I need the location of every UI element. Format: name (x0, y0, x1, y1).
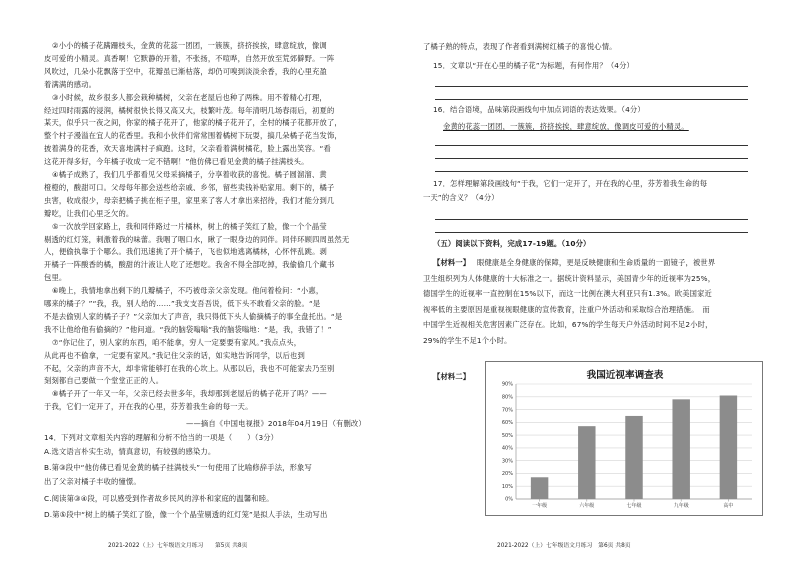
left-page-footer: 2021-2022（上）七年级语文月练习 第5页 共8页 (108, 543, 248, 549)
article-line: ⑦“你记住了，别人家的东西，咱不能拿，穷人一定要要有家风。”我点点头， (52, 337, 302, 347)
bar-2 (578, 426, 595, 499)
chart-title: 我国近视率调查表 (586, 370, 664, 381)
right-page-footer: 2021-2022（上）七年级语文月练习 第6页 共8页 (497, 543, 631, 549)
material-one-line: 眼健康是全身健康的保障，更是反映健康和生命质量的一面镜子，被世界 (477, 258, 716, 267)
article-line: ②小小的橘子花蹒跚枝头，金黄的花蕊一团团，一簇簇，挤挤挨挨，肆意绽放，像调 (52, 41, 327, 50)
chart-plot (486, 362, 764, 517)
article-line: 不起，父亲的声音不大，却非常能够打在我的心坎上。从那以后，我也不可能家去乃至别 (44, 363, 335, 373)
article-line: 哪来的橘子？”“我，我，别人给的……”我支支吾吾说，低下头不敢看父亲的脸。“是 (44, 299, 321, 308)
material-one-line: 视率低的主要原因是重视视眼健康的宣传教育，注重户外活动和采取综合治理措施。 而 (423, 304, 710, 314)
material-two-label: 【材料二】 (433, 372, 471, 381)
article-source: ——摘自《中国电视报》2018年04月19日（有删改） (186, 419, 366, 428)
y-tick-label: 40% (501, 445, 513, 452)
article-line: 于我，它们一定开了，开在我的心里，芬芳着我生命的每一天。 (44, 402, 253, 412)
article-line: 剔透的红灯笼，刺激着我的味蕾。我咽了咽口水，瞅了一眼身边的同伴。同伴环顾四周虽然无 (44, 234, 350, 244)
question-14-option-b-cont: 出了父亲对橘子丰收的憧憬。 (44, 477, 141, 486)
x-tick-label: 七年级 (626, 503, 642, 509)
myopia-chart (485, 361, 763, 516)
material-one-line: 卫生组织列为人体健康的十大标准之一。据统计资料显示，美国青少年的近视率为25%， (423, 273, 716, 283)
article-line: 从此再也不偷拿，一定要有家风。”我记住父亲的话，如实地告诉同学，以后也到 (44, 350, 305, 360)
article-line: 整个村子漫溢在宜人的花香里。我和小伙伴们常常围着橘树下玩耍，搞几朵橘子花当发饰， (44, 131, 342, 141)
answer-line (435, 232, 748, 233)
y-tick-label: 10% (501, 483, 513, 490)
article-line: ④橘子成熟了，我们几乎都看见父母采摘橘子，分享着收获的喜悦。橘子圆溜溜、黄 (52, 170, 327, 179)
y-tick-label: 80% (501, 394, 513, 401)
question-14-option-c: C.阅读第③④段，可以感受到作者故乡民风的淳朴和家庭的温馨和睦。 (44, 494, 274, 503)
answer-line (435, 219, 748, 220)
question-16: 16．结合语境，品味第段画线句中加点词语的表达效果。（4分） (433, 105, 645, 114)
bar-4 (672, 399, 689, 499)
article-line: 着满满的感动。 (44, 79, 97, 89)
question-15: 15．文章以“开在心里的橘子花”为标题，有何作用？（4分） (433, 61, 634, 70)
right-page (397, 0, 794, 561)
article-line: 橙橙的，酸甜可口。父母每年都会送些给亲戚、乡邻，留些卖钱补贴家用。剩下的，橘子 (44, 182, 335, 192)
x-tick-label: 一年级 (532, 503, 548, 509)
article-line: 某天，似乎只一夜之间，你家的橘子花开了，他家的橘子花开了，全村的橘子花都开放了， (44, 118, 342, 128)
article-line: 这花开得多好，今年橘子收成一定不错啊！”他仿佛已看见金黄的橘子挂满枝头。 (44, 157, 309, 167)
answer-line (435, 171, 748, 172)
material-one-label: 【材料一】 (433, 258, 471, 267)
section-five-heading: （五）阅读以下资料，完成17-19题。（10分） (433, 239, 591, 248)
article-line: 人，便偷执靠于个哪么。我们迅速挑了开个橘子，飞也似地逃离橘林，心怀怦乱跳。剥 (44, 247, 327, 257)
material-one-line: 德国学生的近视率一直控制在15%以下，而这一比例在澳大利亚只有1.3%。欧美国家近 (423, 289, 712, 298)
article-line: 开橘子一阵酸香的橘，酸甜的汁液让人吃了还想吃。我舍不得全部吃掉，我偷偷几个藏书 (44, 260, 335, 270)
material-one-line: 中国学生近视相关危害因素广泛存在。比如，67%的学生每天户外活动时间不足2小时， (423, 320, 713, 329)
bar-5 (720, 396, 737, 500)
x-tick-label: 高中 (723, 503, 734, 509)
article-line: 风吹过，几朵小花飘落于空中，花瓣虽已渐枯落，却仍可嗅到淡淡余香，我的心里充盈 (44, 66, 327, 76)
question-14-option-a: A.选文语言朴实生动，情真意切，有较强的感染力。 (44, 447, 216, 456)
q14-d-continuation: 了橘子熟的特点，表现了作者看到满树红橘子的喜悦心情。 (423, 42, 617, 51)
y-tick-label: 50% (501, 432, 513, 439)
x-tick-label: 九年级 (673, 503, 689, 509)
question-14-option-d: D.第⑤段中“树上的橘子笑红了脸，像一个个晶莹剔透的红灯笼”是拟人手法，生动写出 (44, 510, 328, 519)
answer-line (435, 99, 748, 100)
article-line: 包里。 (44, 273, 67, 283)
question-14-stem: 14．下列对文章相关内容的理解和分析不恰当的一项是（ ）（3分） (44, 433, 279, 442)
y-tick-label: 70% (501, 407, 513, 414)
y-tick-label: 20% (501, 471, 513, 478)
y-tick-label: 30% (501, 458, 513, 465)
answer-line (435, 86, 748, 87)
question-14-option-b: B.第③段中“他仿佛已看见金黄的橘子挂满枝头”一句使用了比喻修辞手法，形象写 (44, 463, 312, 472)
y-tick-label: 90% (501, 381, 513, 388)
article-line: 虫害，收成很少，母亲把橘子挑在柜子里，家里来了客人才拿出来招待，我们才能分到几 (44, 195, 335, 205)
article-line: ③小时候，故乡很多人都会栽种橘树，父亲在老屋后也种了两株。用不着精心打理， (52, 92, 327, 102)
article-line: ⑤一次放学回家路上，我和同伴路过一片橘林，树上的橘子笑红了脸，像一个个晶莹 (52, 221, 327, 231)
material-one-line: 29%的学生不足1个小时。 (423, 335, 512, 345)
article-line: 我不让他给他有偷摘的？”他问道。“我的脑袋嗡嗡“我的脑袋嗡地：“是，我，我错了！” (44, 324, 332, 334)
article-line: ⑥晚上，我情地拿出剩下的几瓣橘子，不巧被母亲父亲发现。他问着检问：“小惠， (52, 286, 324, 296)
article-line: 不是去偷别人家的橘子子？”父亲加大了声音，我只得低下头人偷摘橘子的事全盘托出。“是 (44, 311, 343, 321)
article-line: 披着满身的花香，欢天喜地满村子疯跑。这时，父亲看着满树橘花，脸上露出笑容。“看 (44, 144, 331, 154)
article-line: 经过四时雨露的浸润，橘树很快长得又高又大，枝繁叶茂。每年清明几场春雨后，初夏的 (44, 105, 335, 115)
x-tick-label: 六年级 (579, 503, 595, 509)
article-line: ⑧橘子开了一年又一年，父亲已经去世多年，我却那到老屋后的橘子花开了吗？—— (52, 389, 327, 399)
question-17-line1: 17．怎样理解第段画线句“于我，它们一定开了，开在我的心里，芬芳着我生命的每 (433, 179, 708, 188)
question-17-line2: 一天”的含义？（4分） (423, 193, 499, 202)
answer-line (435, 145, 748, 146)
bar-1 (531, 477, 548, 499)
y-tick-label: 60% (501, 420, 513, 427)
answer-line (435, 158, 748, 159)
y-tick-label: 0% (505, 496, 513, 503)
article-line: 瓣吃，让我们心里乏欠的。 (44, 208, 134, 218)
article-line: 皮可爱的小精灵。真香啊！它默静的开着，不张扬，不喧哗，自然开放至荒郊僻野。一阵 (44, 53, 335, 63)
bar-3 (625, 416, 642, 499)
article-line: 刻刻都自己要做一个堂堂正正的人。 (44, 376, 164, 386)
question-16-sentence: 金黄的花蕊一团团，一簇簇，挤挤挨挨，肆意绽放，像调皮可爱的小精灵。 (443, 122, 689, 131)
